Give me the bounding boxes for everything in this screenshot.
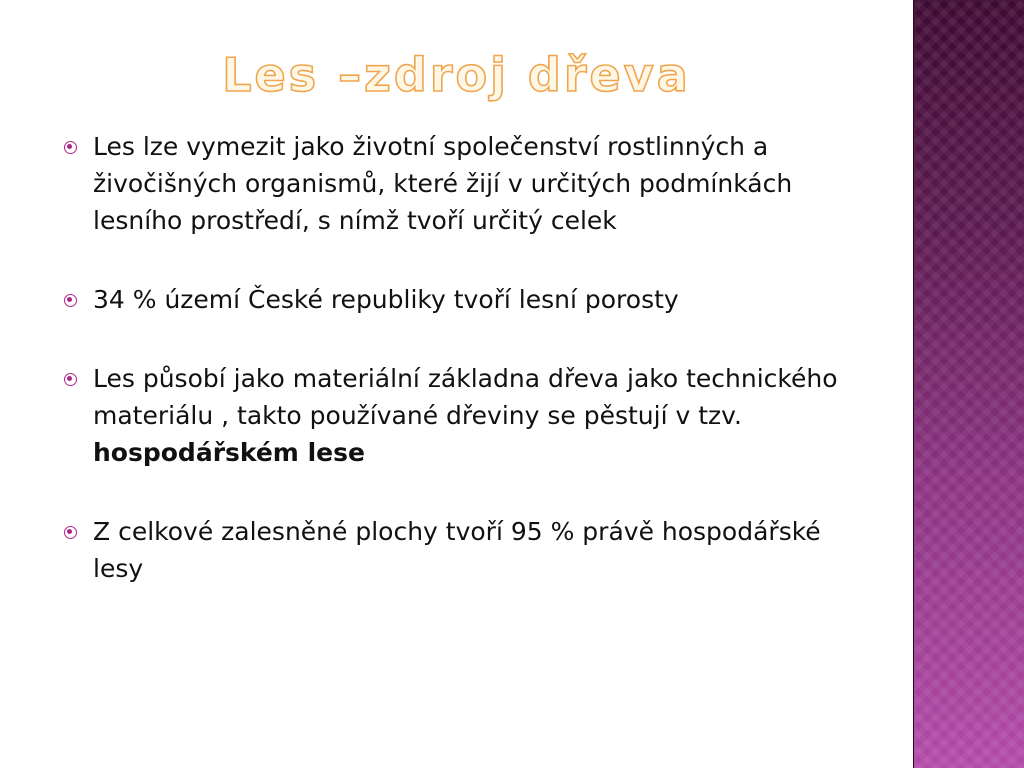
bullet-item bbox=[62, 360, 862, 471]
bullet-icon bbox=[64, 294, 77, 307]
bullet-text: 34 % území České republiky tvoří lesní porosty bbox=[93, 285, 679, 314]
bullet-icon bbox=[64, 373, 77, 386]
bullet-bold-text: hospodářském lese bbox=[93, 438, 365, 467]
bullet-text: Les lze vymezit jako životní společenství rostlinných a živočišných organismů, které žijí v určitých podmínkách lesního prostředí, s nímž tvoří určitý celek bbox=[93, 132, 793, 235]
bullet-item bbox=[62, 513, 862, 587]
bullet-item bbox=[62, 128, 862, 239]
bullet-icon bbox=[64, 141, 77, 154]
bullet-item bbox=[62, 281, 862, 318]
bullet-icon bbox=[64, 526, 77, 539]
slide-content bbox=[62, 128, 862, 587]
slide-title: Les –zdroj dřeva bbox=[222, 48, 691, 102]
bullet-text: Z celkové zalesněné plochy tvoří 95 % právě hospodářské lesy bbox=[93, 517, 821, 583]
bullet-text: Les působí jako materiální základna dřeva jako technického materiálu , takto používané dřeviny se pěstují v tzv. bbox=[93, 364, 838, 430]
decorative-side-panel bbox=[913, 0, 1024, 768]
